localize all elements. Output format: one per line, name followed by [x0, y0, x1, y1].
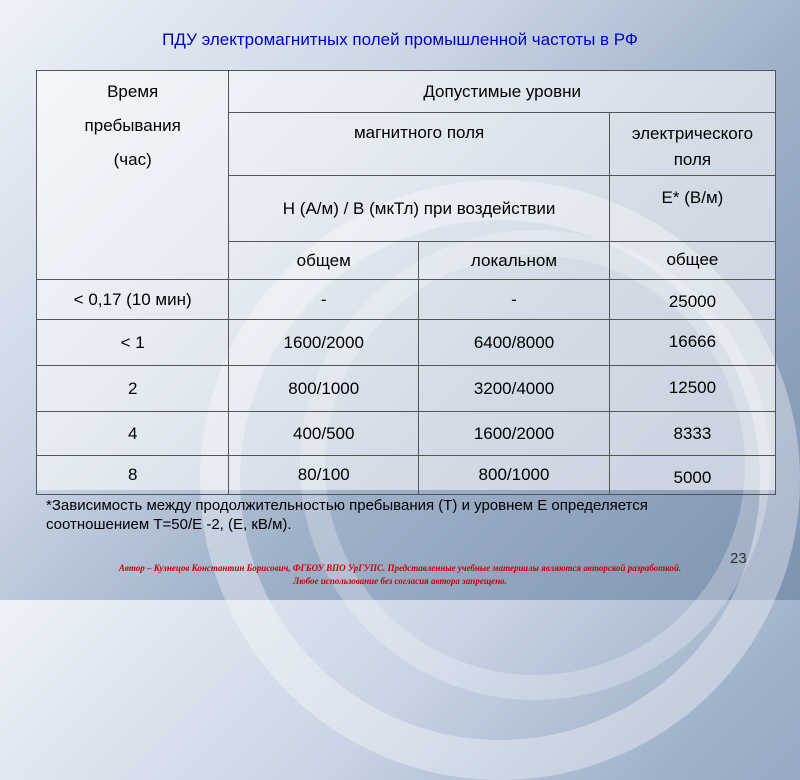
- time-cell: 2: [37, 366, 229, 412]
- author-footer: [0, 562, 800, 588]
- magnetic-header: магнитного поля: [229, 113, 610, 176]
- footnote: [46, 496, 786, 534]
- electric-header: электрического поля: [609, 113, 775, 176]
- table-row: [37, 366, 776, 412]
- time-header-line3: (час): [113, 150, 152, 169]
- footnote-line2: соотношением Т=50/Е -2, (Е, кВ/м).: [46, 516, 292, 533]
- e-cell: 16666: [609, 320, 775, 366]
- hb-header: Н (А/м) / В (мкТл) при воздействии: [229, 176, 610, 242]
- e-cell: 25000: [609, 280, 775, 320]
- general-cell: 1600/2000: [229, 320, 419, 366]
- time-cell: < 1: [37, 320, 229, 366]
- time-header: [37, 71, 229, 280]
- local-cell: 6400/8000: [419, 320, 610, 366]
- author-footer-line2: Любое использование без согласия автора запрещено.: [293, 576, 507, 586]
- local-header: локальном: [419, 242, 610, 280]
- time-cell: < 0,17 (10 мин): [37, 280, 229, 320]
- general-cell: 400/500: [229, 412, 419, 456]
- local-cell: 800/1000: [419, 456, 610, 495]
- slide-title: ПДУ электромагнитных полей промышленной частоты в РФ: [162, 30, 638, 49]
- general-e-header: общее: [609, 242, 775, 280]
- footnote-line1: *Зависимость между продолжительностью пребывания (Т) и уровнем Е определяется: [46, 497, 648, 514]
- local-cell: -: [419, 280, 610, 320]
- general-header: общем: [229, 242, 419, 280]
- general-cell: 800/1000: [229, 366, 419, 412]
- local-cell: 3200/4000: [419, 366, 610, 412]
- local-cell: 1600/2000: [419, 412, 610, 456]
- general-cell: -: [229, 280, 419, 320]
- table-row: [37, 320, 776, 366]
- table-row: [37, 456, 776, 495]
- e-cell: 12500: [609, 366, 775, 412]
- time-header-line2: пребывания: [84, 116, 181, 135]
- e-cell: 5000: [609, 456, 775, 495]
- time-header-line1: Время: [107, 82, 159, 101]
- pdu-table: [36, 70, 776, 495]
- table-row: [37, 412, 776, 456]
- table-row: [37, 280, 776, 320]
- e-header: Е* (В/м): [609, 176, 775, 242]
- time-cell: 8: [37, 456, 229, 495]
- page-number: 23: [730, 550, 747, 567]
- general-cell: 80/100: [229, 456, 419, 495]
- pdu-table-container: [36, 70, 776, 490]
- e-cell: 8333: [609, 412, 775, 456]
- time-cell: 4: [37, 412, 229, 456]
- author-footer-line1: Автор – Кузнецов Константин Борисович, ФГБОУ ВПО УрГУПС. Представленные учебные материалы являются авторской разработкой.: [118, 563, 682, 573]
- levels-header: Допустимые уровни: [229, 71, 776, 113]
